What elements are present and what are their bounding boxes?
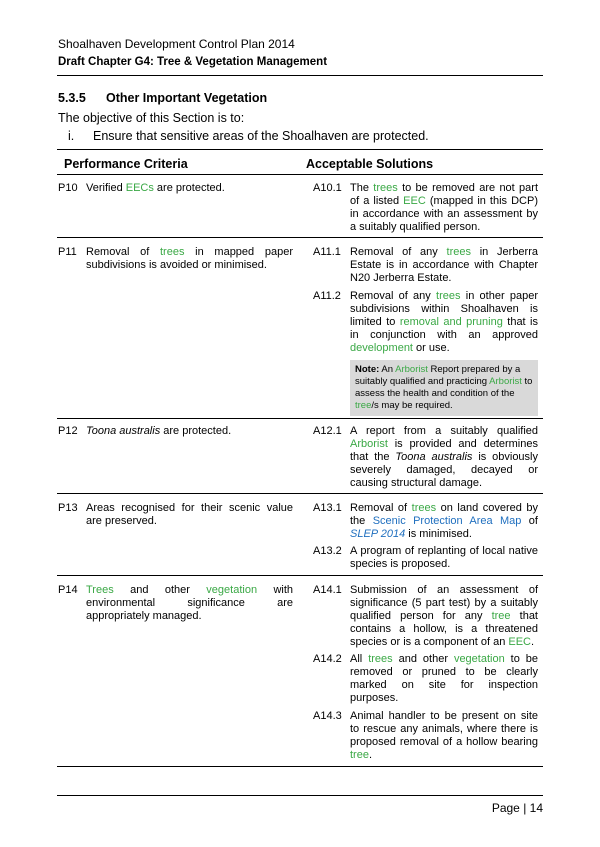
solution-a11-1: Removal of any trees in Jerberra Estate is in accordance with Chapter N20 Jerberra Estate. [350,246,538,284]
row-code-p10: P10 [58,182,78,194]
section-heading: 5.3.5 Other Important Vegetation [58,91,268,105]
tree-link[interactable]: tree [491,610,511,622]
table-top-rule [57,149,543,150]
row-code-p12: P12 [58,425,78,437]
table-bottom-rule [57,766,543,767]
column-header-performance-criteria: Performance Criteria [64,157,188,171]
trees-link[interactable]: Trees [86,584,114,596]
chapter-title: Draft Chapter G4: Tree & Vegetation Management [58,56,328,68]
trees-link[interactable]: trees [446,246,471,258]
arborist-note: Note: An Arborist Report prepared by a suitably qualified and practicing Arborist to assess the health and condition of the tree/s may be required. [350,360,538,416]
solution-a12-1: A report from a suitably qualified Arborist is provided and determines that the Toona australis is obviously severely damaged, decayed or causing structural damage. [350,425,538,489]
solution-a14-2: All trees and other vegetation to be removed or pruned to be clearly marked on site for inspection purposes. [350,653,539,704]
solution-code-a12-1: A12.1 [313,425,342,437]
removal-and-pruning-link[interactable]: removal and pruning [399,316,503,328]
document-title: Shoalhaven Development Control Plan 2014 [58,37,295,51]
solution-a14-3: Animal handler to be present on site to rescue any animals, where there is proposed removal of a hollow bearing tree. [350,710,538,761]
row-rule [57,237,543,238]
row-code-p11: P11 [58,246,77,258]
solution-code-a10-1: A10.1 [313,182,342,194]
solution-a13-1: Removal of trees on land covered by the Scenic Protection Area Map of SLEP 2014 is minimised. [350,502,538,540]
vegetation-link[interactable]: vegetation [453,653,505,665]
trees-link[interactable]: trees [368,653,393,665]
eec-link[interactable]: EEC [403,195,426,207]
objective-intro: The objective of this Section is to: [58,111,245,125]
solution-code-a13-2: A13.2 [313,545,342,557]
criteria-p11: Removal of trees in mapped paper subdivisions is avoided or minimised. [86,246,293,271]
trees-link[interactable]: trees [436,290,461,302]
trees-link[interactable]: trees [411,502,437,514]
eec-link[interactable]: EEC [508,636,531,648]
tree-link[interactable]: tree [350,749,369,761]
solution-a14-1: Submission of an assessment of significance (5 part test) by a suitably qualified person for any tree that contains a hollow, is a threatened species or is a component of an EEC. [350,584,538,648]
solution-code-a13-1: A13.1 [313,502,342,514]
solution-code-a14-1: A14.1 [313,584,342,596]
solution-a13-2: A program of replanting of local native species is proposed. [350,545,538,570]
eecs-link[interactable]: EECs [125,182,154,194]
footer-rule [57,795,543,796]
solution-code-a14-2: A14.2 [313,653,342,665]
trees-link[interactable]: trees [373,182,398,194]
row-rule [57,418,543,419]
table-header-rule [57,174,543,175]
vegetation-link[interactable]: vegetation [206,584,258,596]
page-number: Page | 14 [491,801,543,815]
development-link[interactable]: development [350,342,413,354]
slep-2014-link[interactable]: SLEP 2014 [350,528,406,540]
arborist-link[interactable]: Arborist [489,376,522,387]
row-rule [57,575,543,576]
solution-code-a11-2: A11.2 [313,290,341,302]
row-code-p14: P14 [58,584,78,596]
criteria-p10: Verified EECs are protected. [86,182,225,194]
column-header-acceptable-solutions: Acceptable Solutions [306,157,434,171]
solution-code-a11-1: A11.1 [313,246,341,258]
criteria-p13: Areas recognised for their scenic value are preserved. [86,502,293,527]
solution-a10-1: The trees to be removed are not part of a listed EEC (mapped in this DCP) in accordance with an assessment by a suitably qualified person. [350,182,539,233]
tree-link[interactable]: tree [355,400,372,411]
scenic-protection-area-map-link[interactable]: Scenic Protection Area Map [372,515,522,527]
arborist-link[interactable]: Arborist [350,438,388,450]
row-rule [57,493,543,494]
trees-link[interactable]: trees [159,246,185,258]
criteria-p12: Toona australis are protected. [86,425,232,437]
arborist-link[interactable]: Arborist [395,364,428,375]
header-rule [57,75,543,76]
solution-code-a14-3: A14.3 [313,710,342,722]
solution-a11-2: Removal of any trees in other paper subdivisions within Shoalhaven is limited to removal and pruning that is in conjunction with an approved development or use. [350,290,539,354]
criteria-p14: Trees and other vegetation with environmental significance are appropriately managed. [86,584,294,622]
row-code-p13: P13 [58,502,78,514]
objective-item: i. Ensure that sensitive areas of the Shoalhaven are protected. [68,129,429,143]
